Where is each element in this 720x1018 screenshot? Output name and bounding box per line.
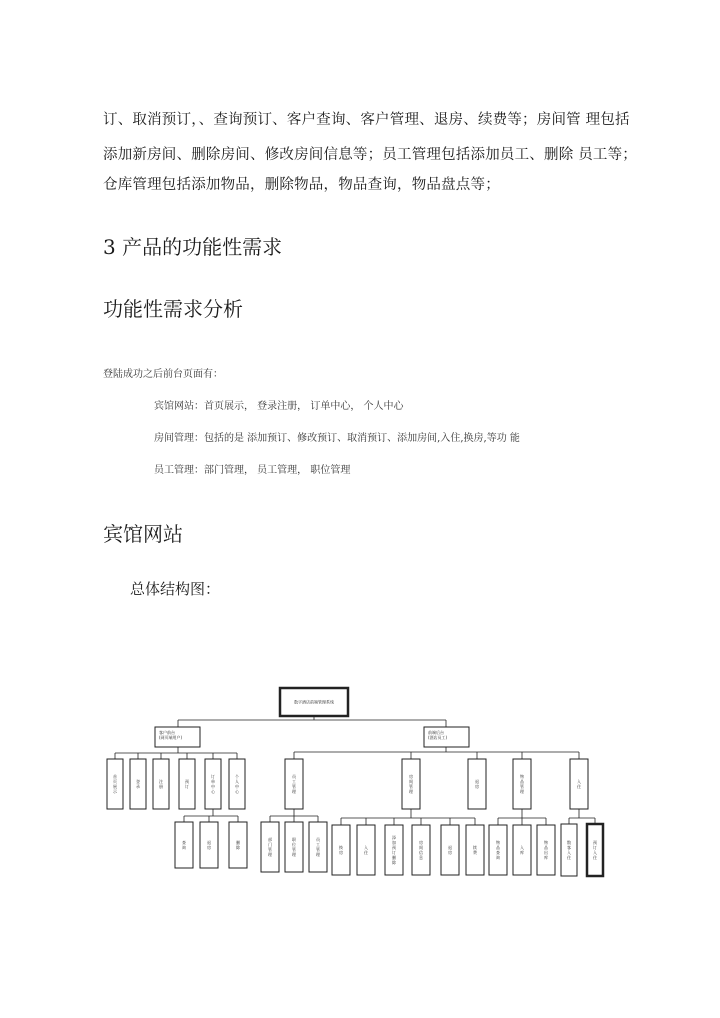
right-child-node-3-char: 品 <box>520 779 524 784</box>
staff-child-node-1-char: 位 <box>292 842 296 847</box>
right-child-node-1-char: 理 <box>409 789 413 794</box>
left-child-node-1-char: 登 <box>136 779 140 784</box>
right-child-node-3-char: 物 <box>520 774 524 779</box>
goods-child-node-2-char: 物 <box>544 840 548 845</box>
staff-child-node-2 <box>309 822 327 872</box>
goods-child-node-0-char: 询 <box>496 855 500 860</box>
left-child-node-2-char: 册 <box>159 784 163 789</box>
order-child-node-0 <box>175 822 193 868</box>
group-right-node <box>424 727 469 747</box>
room-child-node-0 <box>332 825 350 875</box>
order-child-node-2 <box>229 822 247 868</box>
staff-child-node-0 <box>261 822 279 872</box>
goods-child-node-0 <box>489 825 507 875</box>
staff-child-node-2-char: 员 <box>316 837 320 842</box>
left-child-node-3 <box>179 759 195 809</box>
checkin-child-node-1-char: 入 <box>593 850 597 855</box>
root-node <box>280 688 348 716</box>
room-child-node-2-char: 预 <box>392 845 396 850</box>
goods-child-node-1-char: 库 <box>520 850 524 855</box>
left-child-node-1-char: 录 <box>136 784 140 789</box>
room-child-node-1 <box>357 825 375 875</box>
room-child-node-5 <box>466 825 484 875</box>
left-child-node-1 <box>130 759 146 809</box>
checkin-child-node-0 <box>561 824 577 876</box>
left-child-node-3-char: 订 <box>185 784 189 789</box>
checkin-child-node-1-char: 订 <box>593 845 597 850</box>
room-child-node-4-char: 房 <box>448 850 452 855</box>
order-child-node-1 <box>200 822 218 868</box>
left-child-node-5-char: 心 <box>235 789 239 794</box>
room-child-node-2 <box>385 825 403 875</box>
staff-child-node-1-char: 职 <box>292 837 296 842</box>
room-child-node-2-char: 添 <box>392 835 396 840</box>
order-child-node-2-char: 除 <box>236 845 240 850</box>
room-child-node-4 <box>441 825 459 875</box>
goods-child-node-2-char: 库 <box>544 855 548 860</box>
room-child-node-1-char: 入 <box>364 845 368 850</box>
checkin-child-node-0-char: 入 <box>567 850 571 855</box>
section-title: 3 产品的功能性需求 <box>103 235 283 259</box>
order-child-node-0-char: 询 <box>182 845 186 850</box>
left-child-node-0-char: 展 <box>113 784 117 789</box>
group-left-node <box>155 727 200 747</box>
right-child-node-2-char: 房 <box>475 784 479 789</box>
left-child-node-4-char: 心 <box>211 789 215 794</box>
right-child-node-0-char: 理 <box>292 789 296 794</box>
staff-child-node-0-char: 部 <box>268 837 272 842</box>
item-staff-management: 员工管理：部门管理， 员工管理， 职位管理 <box>154 465 351 476</box>
body-paragraph-line-3: 仓库管理包括添加物品，删除物品，物品查询，物品盘点等； <box>103 177 500 193</box>
right-child-node-1-char: 间 <box>409 779 413 784</box>
group-right-node-sub: (酒店员工) <box>428 735 448 740</box>
room-child-node-4-char: 退 <box>448 845 452 850</box>
left-child-node-5-char: 人 <box>235 779 239 784</box>
room-child-node-3-char: 息 <box>419 855 423 860</box>
body-paragraph-line-2: 添加新房间、删除房间、修改房间信息等；员工管理包括添加员工、删除 员工等； <box>103 147 638 163</box>
group-right-node-label: 前端后台 <box>428 730 444 735</box>
checkin-child-node-0-char: 客 <box>567 845 571 850</box>
room-child-node-3-char: 房 <box>419 840 423 845</box>
goods-child-node-2 <box>537 825 555 875</box>
right-child-node-4 <box>570 759 588 809</box>
right-child-node-1-char: 房 <box>409 774 413 779</box>
item-room-management: 房间管理：包括的是 添加预订、修改预订、取消预订、添加房间,入住,换房,等功 能 <box>154 433 520 444</box>
right-child-node-2-char: 退 <box>475 779 479 784</box>
left-child-node-0-char: 示 <box>113 789 117 794</box>
goods-child-node-1-char: 入 <box>520 845 524 850</box>
item-hotel-site: 宾馆网站：首页展示， 登录注册， 订单中心， 个人中心 <box>154 401 404 412</box>
checkin-child-node-1 <box>587 824 603 876</box>
right-child-node-0 <box>285 759 303 809</box>
staff-child-node-1-char: 管 <box>292 847 296 852</box>
order-child-node-2-char: 删 <box>236 840 240 845</box>
left-child-node-0-char: 首 <box>113 774 117 779</box>
staff-child-node-0-char: 门 <box>268 842 272 847</box>
right-child-node-4-char: 入 <box>577 779 581 784</box>
room-child-node-1-char: 住 <box>364 850 368 855</box>
right-child-node-0-char: 工 <box>292 779 296 784</box>
goods-child-node-1 <box>513 825 531 875</box>
right-child-node-3 <box>513 759 531 809</box>
room-child-node-2-char: 加 <box>392 840 396 845</box>
right-child-node-0-char: 员 <box>292 774 296 779</box>
body-paragraph-line-1: 订、取消预订，、查询预订、客户查询、客户管理、退房、续费等；房间管 理包括 <box>103 112 630 128</box>
left-child-node-3-char: 预 <box>185 779 189 784</box>
checkin-child-node-0-char: 散 <box>567 840 571 845</box>
left-child-node-5 <box>229 759 245 809</box>
room-child-node-2-char: 订 <box>392 850 396 855</box>
checkin-child-node-1-char: 预 <box>593 840 597 845</box>
left-child-node-5-char: 中 <box>235 784 239 789</box>
staff-child-node-0-char: 管 <box>268 847 272 852</box>
room-child-node-2-char: 删 <box>392 855 396 860</box>
left-child-node-4-char: 单 <box>211 779 215 784</box>
right-child-node-2 <box>468 759 486 809</box>
right-child-node-1 <box>402 759 420 809</box>
group-left-node-sub: (网页端用户) <box>159 735 183 740</box>
room-child-node-5-char: 续 <box>473 845 477 850</box>
room-child-node-2-char: 除 <box>392 860 396 865</box>
overview-label: 总体结构图： <box>130 580 221 598</box>
staff-child-node-2-char: 管 <box>316 847 320 852</box>
left-child-node-4-char: 订 <box>211 774 215 779</box>
staff-child-node-1-char: 理 <box>292 852 296 857</box>
room-child-node-3-char: 信 <box>419 850 423 855</box>
left-child-node-0 <box>107 759 123 809</box>
order-child-node-1-char: 房 <box>207 845 211 850</box>
staff-child-node-1 <box>285 822 303 872</box>
room-child-node-0-char: 换 <box>339 845 343 850</box>
right-child-node-4-char: 住 <box>577 784 581 789</box>
staff-child-node-0-char: 理 <box>268 852 272 857</box>
left-child-node-2-char: 注 <box>159 779 163 784</box>
checkin-child-node-1-char: 住 <box>593 855 597 860</box>
room-child-node-3 <box>412 825 430 875</box>
right-child-node-0-char: 管 <box>292 784 296 789</box>
checkin-child-node-0-char: 住 <box>567 855 571 860</box>
room-child-node-0-char: 房 <box>339 850 343 855</box>
right-child-node-3-char: 理 <box>520 789 524 794</box>
staff-child-node-2-char: 理 <box>316 852 320 857</box>
order-child-node-1-char: 退 <box>207 840 211 845</box>
staff-child-node-2-char: 工 <box>316 842 320 847</box>
left-child-node-2 <box>153 759 169 809</box>
order-child-node-0-char: 查 <box>182 840 186 845</box>
room-child-node-3-char: 间 <box>419 845 423 850</box>
goods-child-node-2-char: 出 <box>544 850 548 855</box>
goods-child-node-2-char: 品 <box>544 845 548 850</box>
right-child-node-3-char: 管 <box>520 784 524 789</box>
hotel-section-title: 宾馆网站 <box>103 522 183 546</box>
goods-child-node-0-char: 品 <box>496 845 500 850</box>
left-child-node-5-char: 个 <box>235 774 239 779</box>
left-child-node-4-char: 中 <box>211 784 215 789</box>
root-node-label: 数字酒店前端管理系统 <box>294 699 334 705</box>
goods-child-node-0-char: 查 <box>496 850 500 855</box>
room-child-node-5-char: 费 <box>473 850 477 855</box>
group-left-node-label: 客户前台 <box>159 730 175 735</box>
goods-child-node-0-char: 物 <box>496 840 500 845</box>
left-child-node-4 <box>205 759 221 809</box>
after-login-intro: 登陆成功之后前台页面有： <box>103 369 223 380</box>
right-child-node-1-char: 管 <box>409 784 413 789</box>
subsection-title: 功能性需求分析 <box>103 297 243 321</box>
left-child-node-0-char: 页 <box>113 779 117 784</box>
